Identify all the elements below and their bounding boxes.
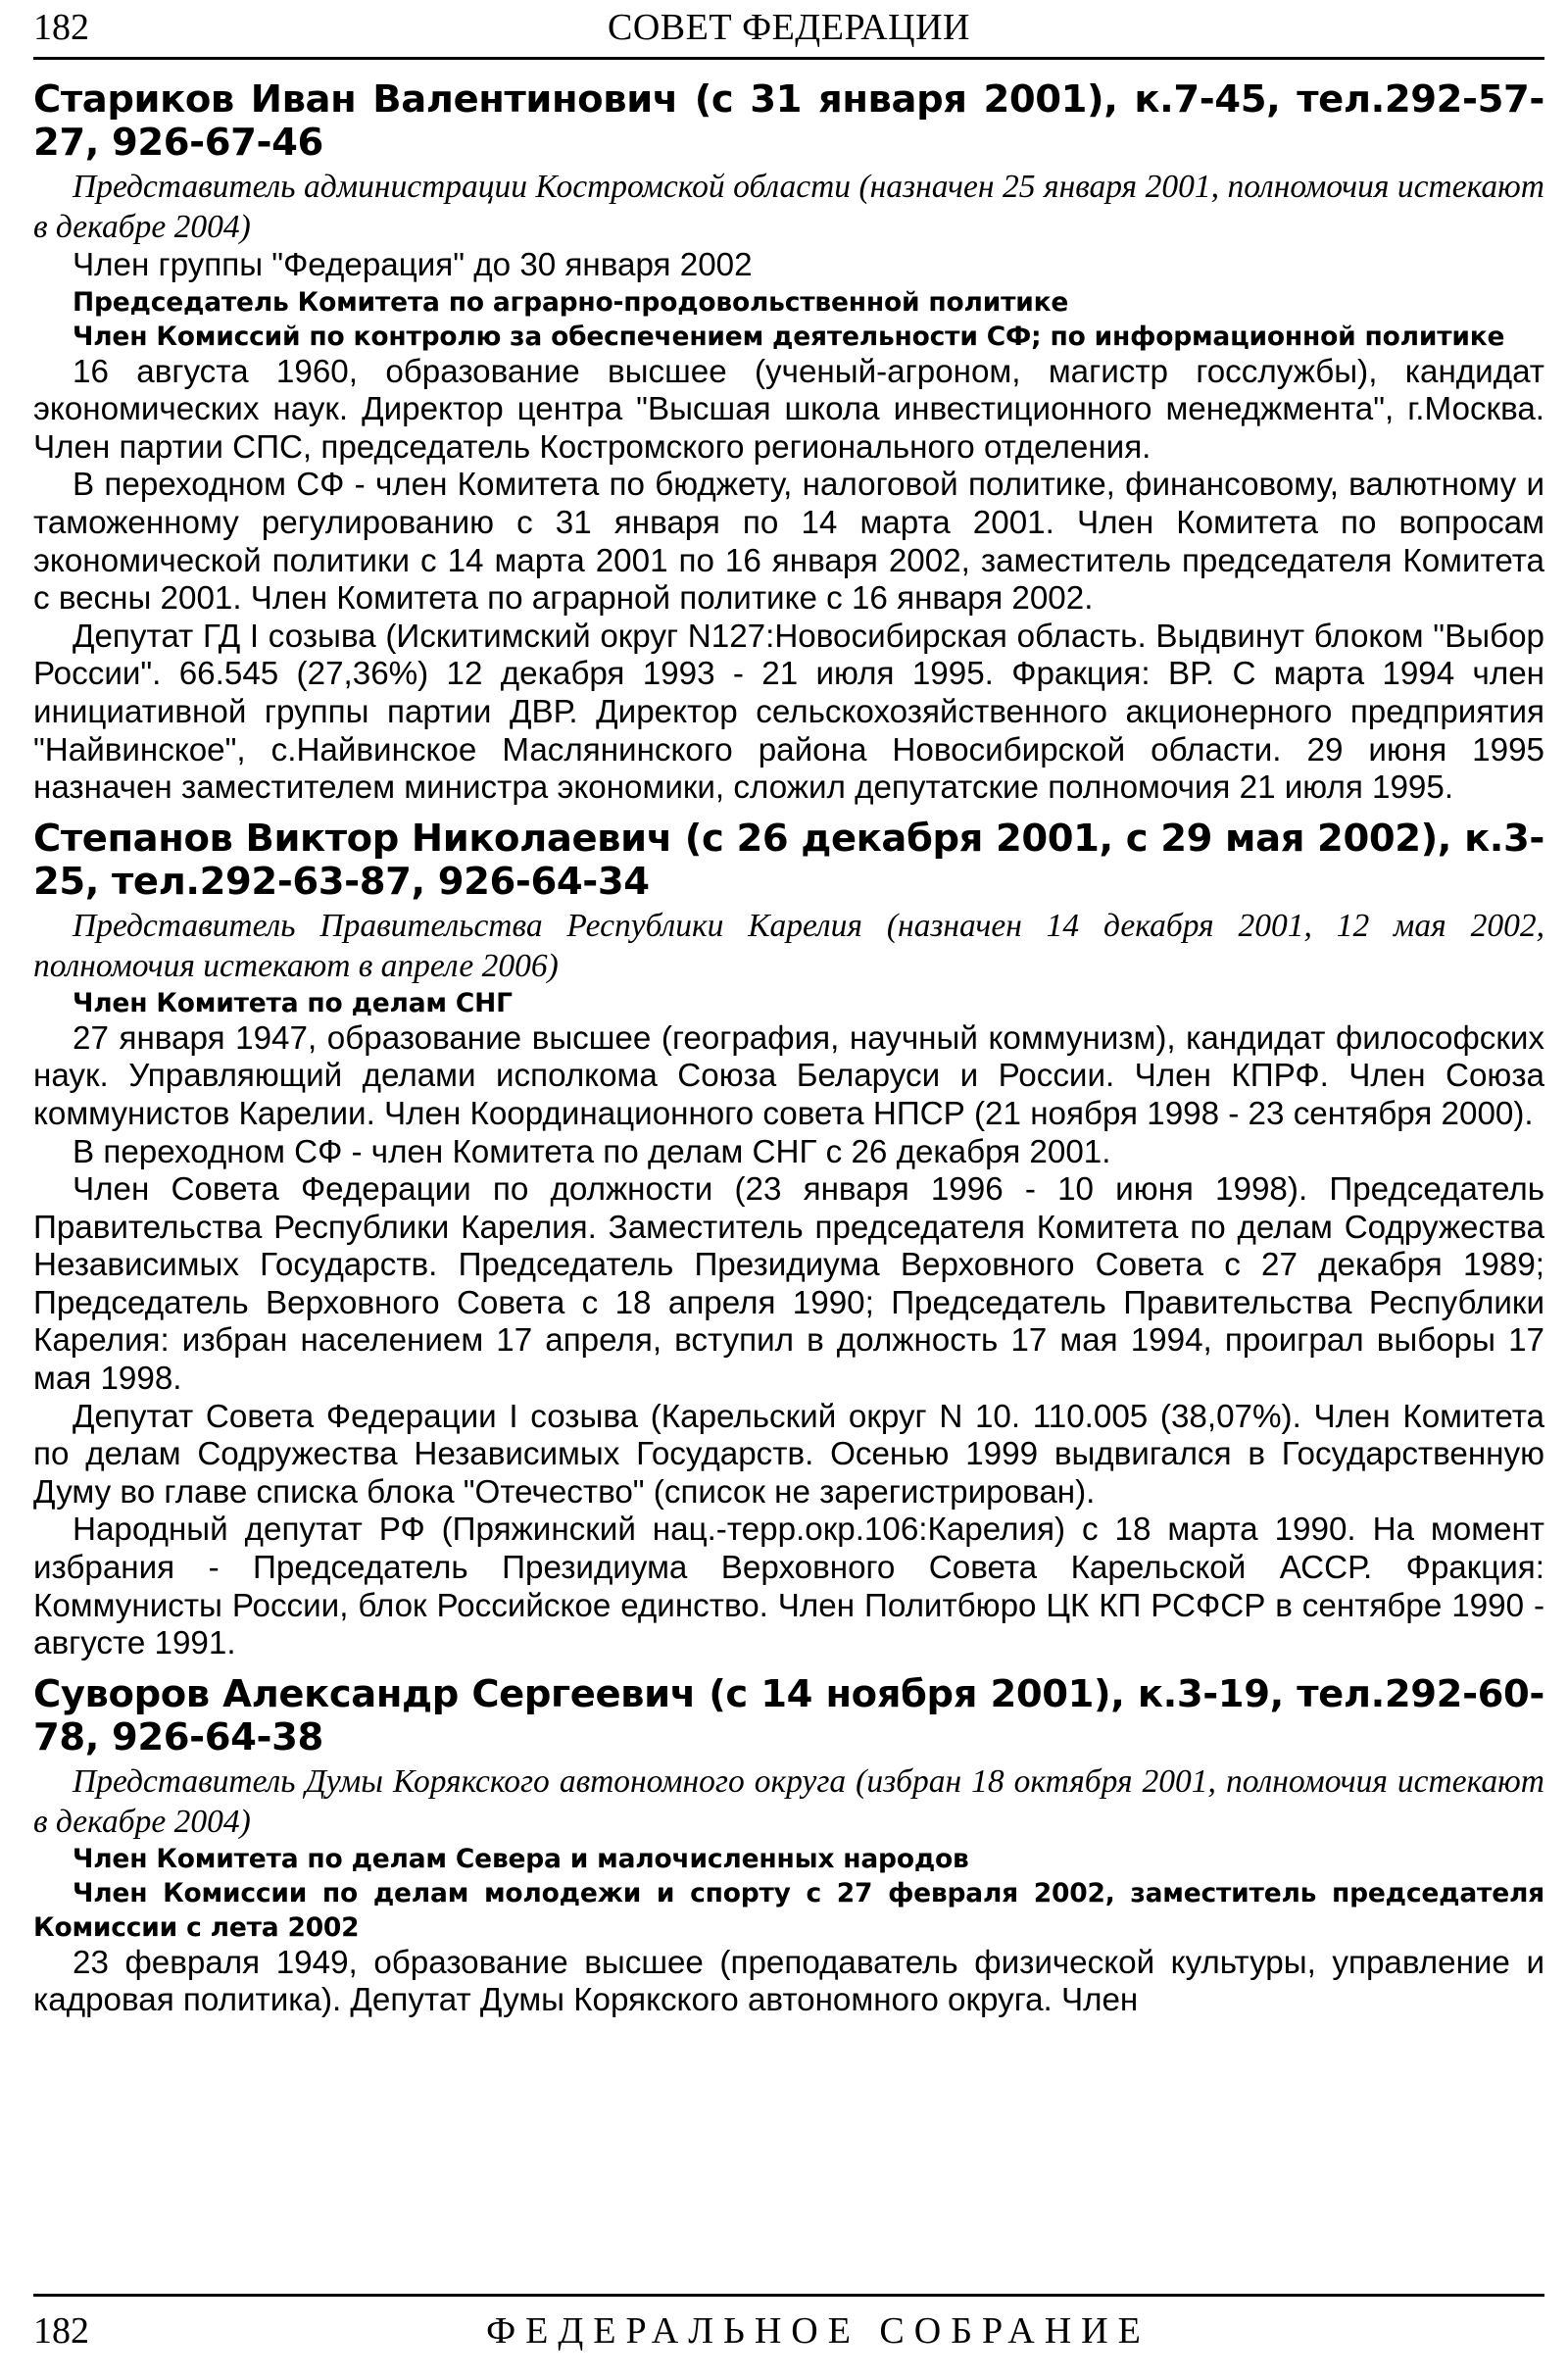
header-divider: [33, 57, 1544, 60]
entry-commissions: Член Комиссии по делам молодежи и спорту с 27 февраля 2002, заместитель председателя Комиссии с лета 2002: [33, 1877, 1544, 1943]
entry-committee: Член Комитета по делам СНГ: [73, 987, 513, 1018]
page-content: [33, 78, 1544, 2279]
entry-paragraph: Член Совета Федерации по должности (23 января 1996 - 10 июня 1998). Председатель Правительства Республики Карелия. Заместитель председателя Комитета по делам Содружества Независимых Государств. Председатель Президиума Верховного Совета с 27 декабря 1989; Председатель Верховного Совета с 18 апреля 1990; Председатель Правительства Республики Карелия: избран населением 17 апреля, вступил в должность 17 мая 1994, проиграл выборы 17 мая 1998.: [33, 1171, 1544, 1398]
entry-role: Представитель Правительства Республики Карелия (назначен 14 декабря 2001, 12 мая 2002, полномочия истекают в апреле 2006): [33, 907, 1544, 984]
entry-paragraph: В переходном СФ - член Комитета по делам СНГ с 26 декабря 2001.: [73, 1133, 1111, 1170]
entry-name-line: Суворов Александр Сергеевич (с 14 ноября 2001), к.3-19, тел.292-60-78, 926-64-38: [33, 1671, 1544, 1759]
publication-title: ФЕДЕРАЛЬНОЕ СОБРАНИЕ: [486, 2310, 1151, 2352]
entry-paragraph: 23 февраля 1949, образование высшее (преподаватель физической культуры, управление и кадровая политика). Депутат Думы Корякского автономного округа. Член: [33, 1944, 1544, 2019]
entry-paragraph: 16 августа 1960, образование высшее (ученый-агроном, магистр госслужбы), кандидат экономических наук. Директор центра "Высшая школа инвестиционного менеджмента", г.Москва. Член партии СПС, председатель Костромского регионального отделения.: [33, 353, 1544, 466]
entry-name-line: Стариков Иван Валентинович (с 31 января 2001), к.7-45, тел.292-57-27, 926-67-46: [33, 78, 1544, 165]
document-page: [33, 0, 1544, 2379]
entry-paragraph: 27 января 1947, образование высшее (география, научный коммунизм), кандидат философских наук. Управляющий делами исполкома Союза Беларуси и России. Член КПРФ. Член Союза коммунистов Карелии. Член Координационного совета НПСР (21 ноября 1998 - 23 сентября 2000).: [33, 1019, 1544, 1132]
entry-role: Представитель администрации Костромской области (назначен 25 января 2001, полномочия истекают в декабре 2004): [33, 169, 1544, 245]
page-header: [33, 6, 1544, 57]
running-title: СОВЕТ ФЕДЕРАЦИИ: [608, 7, 970, 48]
entry-committee: Член Комитета по делам Севера и малочисленных народов: [73, 1843, 969, 1874]
footer-divider: [33, 2294, 1544, 2297]
entry-role: Представитель Думы Корякского автономного округа (избран 18 октября 2001, полномочия истекают в декабре 2004): [33, 1762, 1544, 1840]
entry-group: Член группы "Федерация" до 30 января 2002: [73, 247, 753, 283]
footer-page-number: 182: [33, 2310, 89, 2352]
entry-paragraph: В переходном СФ - член Комитета по бюджету, налоговой политике, финансовому, валютному и таможенному регулированию с 31 января по 14 марта 2001. Член Комитета по вопросам экономической политики с 14 марта 2001 по 16 января 2002, заместитель председателя Комитета с весны 2001. Член Комитета по аграрной политике с 16 января 2002.: [33, 467, 1544, 618]
entry-committee: Председатель Комитета по аграрно-продовольственной политике: [73, 286, 1069, 318]
entry-paragraph: Депутат Совета Федерации I созыва (Карельский округ N 10. 110.005 (38,07%). Член Комитета по делам Содружества Независимых Государств. Осенью 1999 выдвигался в Государственную Думу во главе списка блока "Отечество" (список не зарегистрирован).: [33, 1398, 1544, 1511]
page-footer: [33, 2309, 1544, 2360]
entry-name-line: Степанов Виктор Николаевич (с 26 декабря 2001, с 29 мая 2002), к.3-25, тел.292-63-87, 926-64-34: [33, 816, 1544, 904]
biography-entry: [33, 818, 1544, 1663]
biography-entry: [33, 1673, 1544, 2020]
entry-paragraph: Народный депутат РФ (Пряжинский нац.-терр.окр.106:Карелия) с 18 марта 1990. На момент избрания - Председатель Президиума Верховного Совета Карельской АССР. Фракция: Коммунисты России, блок Российское единство. Член Политбюро ЦК КП РСФСР в сентябре 1990 - августе 1991.: [33, 1512, 1544, 1662]
header-page-number: 182: [33, 7, 89, 48]
entry-paragraph: Депутат ГД I созыва (Искитимский округ N127:Новосибирская область. Выдвинут блоком "Выбор России". 66.545 (27,36%) 12 декабря 1993 - 21 июля 1995. Фракция: ВР. С марта 1994 член инициативной группы партии ДВР. Директор сельскохозяйственного акционерного предприятия "Найвинское", с.Найвинское Маслянинского района Новосибирской области. 29 июня 1995 назначен заместителем министра экономики, сложил депутатские полномочия 21 июля 1995.: [33, 618, 1544, 807]
biography-entry: [33, 78, 1544, 808]
entry-commissions: Член Комиссий по контролю за обеспечением деятельности СФ; по информационной политике: [73, 321, 1505, 352]
